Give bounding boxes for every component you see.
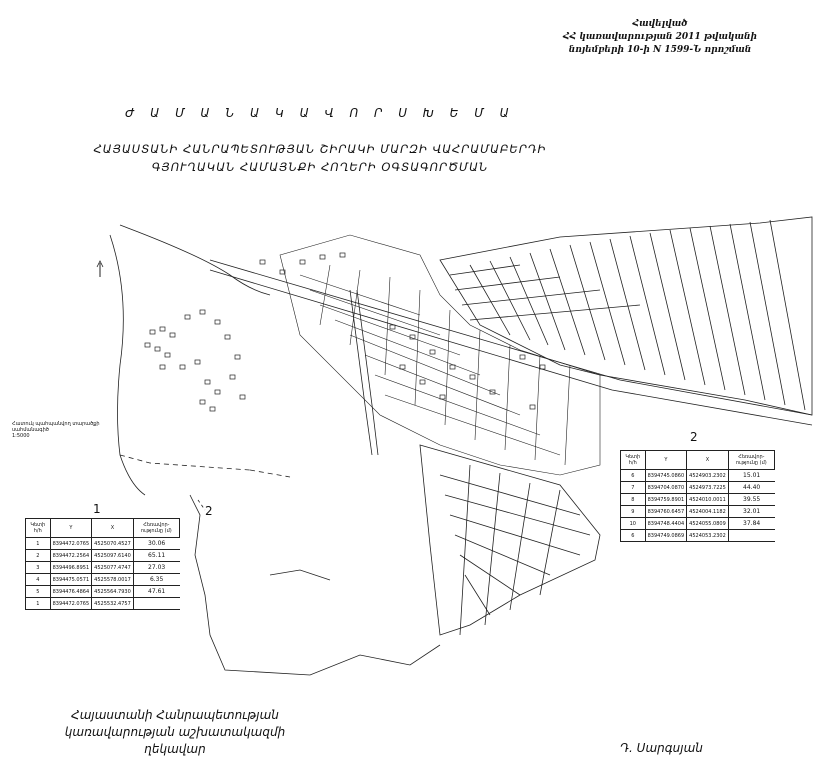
table-row bbox=[26, 586, 180, 598]
legend-line-2: սահմանագիծ bbox=[12, 427, 49, 433]
table-1-header-point: Կետի հ/հ bbox=[26, 519, 51, 538]
table-cell-y: 8394748.4404 bbox=[645, 518, 687, 530]
approval-line-3: նոյեմբերի 10-ի N 1599-Ն որոշման bbox=[568, 45, 752, 55]
table-cell-y: 8394704.0870 bbox=[645, 482, 687, 494]
table-cell-d: 65.11 bbox=[133, 550, 179, 562]
table-cell-x: 4524973.7225 bbox=[687, 482, 729, 494]
table-cell-d: 37.84 bbox=[728, 518, 774, 530]
table-cell-y: 8394759.8901 bbox=[645, 494, 687, 506]
table-cell-d: 27.03 bbox=[133, 562, 179, 574]
table-cell-n: 1 bbox=[26, 598, 51, 610]
table-cell-x: 4524053.2302 bbox=[687, 530, 729, 542]
table-cell-x: 4525097.6140 bbox=[92, 550, 134, 562]
legend-scale: 1:5000 bbox=[12, 433, 30, 439]
table-2-header-distance: Հեռավոր-ությունը (մ) bbox=[728, 451, 774, 470]
table-cell-d: 32.01 bbox=[728, 506, 774, 518]
approval-note bbox=[520, 18, 800, 57]
table-cell-x: 4524004.1182 bbox=[687, 506, 729, 518]
map-legend bbox=[12, 421, 100, 439]
table-cell-d: 15.01 bbox=[728, 470, 774, 482]
table-row bbox=[621, 530, 775, 542]
table-cell-n: 9 bbox=[621, 506, 646, 518]
table-row bbox=[621, 470, 775, 482]
table-cell-n: 10 bbox=[621, 518, 646, 530]
table-cell-y: 8394475.0571 bbox=[50, 574, 92, 586]
table-cell-d: 30.06 bbox=[133, 538, 179, 550]
table-row bbox=[621, 482, 775, 494]
table-2-header-point: Կետի հ/հ bbox=[621, 451, 646, 470]
cadastral-map bbox=[0, 215, 832, 680]
table-row bbox=[26, 598, 180, 610]
signature-line-2: կառավարության աշխատակազմի bbox=[64, 725, 286, 739]
signer-name: Դ. Սարգսյան bbox=[620, 741, 703, 755]
table-row bbox=[621, 494, 775, 506]
table-1-header-x: X bbox=[92, 519, 134, 538]
table-cell-y: 8394749.0869 bbox=[645, 530, 687, 542]
table-cell-x: 4525077.4747 bbox=[92, 562, 134, 574]
table-cell-y: 8394760.6457 bbox=[645, 506, 687, 518]
table-cell-x: 4524010.0011 bbox=[687, 494, 729, 506]
coordinates-table-2 bbox=[620, 450, 775, 542]
table-2-number: 2 bbox=[690, 430, 698, 444]
table-cell-n: 3 bbox=[26, 562, 51, 574]
table-row bbox=[621, 518, 775, 530]
table-row bbox=[26, 550, 180, 562]
table-cell-x: 4525578.0017 bbox=[92, 574, 134, 586]
table-row bbox=[621, 506, 775, 518]
table-cell-y: 8394472.2564 bbox=[50, 550, 92, 562]
table-cell-y: 8394745.0860 bbox=[645, 470, 687, 482]
table-cell-d: 6.35 bbox=[133, 574, 179, 586]
table-1-header-y: Y bbox=[50, 519, 92, 538]
table-cell-d: 47.61 bbox=[133, 586, 179, 598]
table-cell-n: 1 bbox=[26, 538, 51, 550]
table-cell-n: 5 bbox=[26, 586, 51, 598]
table-cell-n: 8 bbox=[621, 494, 646, 506]
table-cell-y: 8394472.0765 bbox=[50, 598, 92, 610]
table-cell-y: 8394496.8951 bbox=[50, 562, 92, 574]
table-cell-n: 4 bbox=[26, 574, 51, 586]
table-cell-n: 2 bbox=[26, 550, 51, 562]
table-2-header-x: X bbox=[687, 451, 729, 470]
table-cell-x: 4524903.2302 bbox=[687, 470, 729, 482]
table-row bbox=[26, 562, 180, 574]
document-title: Ժ Ա Մ Ա Ն Ա Կ Ա Վ Ո Ր Ս Խ Ե Մ Ա bbox=[125, 106, 515, 120]
coordinates-table-1 bbox=[25, 518, 180, 610]
table-2-header-y: Y bbox=[645, 451, 687, 470]
signature-line-3: ղեկավար bbox=[144, 742, 206, 756]
map-point-label: 2 bbox=[205, 504, 213, 518]
table-cell-d: 39.55 bbox=[728, 494, 774, 506]
document-subtitle-line-1: ՀԱՅԱՍՏԱՆԻ ՀԱՆՐԱՊԵՏՈՒԹՅԱՆ ՇԻՐԱԿԻ ՄԱՐԶԻ ՎԱՀՐԱՄԱԲԵՐԴԻ bbox=[93, 142, 547, 156]
approval-line-1: Հավելված bbox=[632, 19, 688, 29]
table-cell-y: 8394476.4864 bbox=[50, 586, 92, 598]
table-cell-d bbox=[728, 530, 774, 542]
document-subtitle-line-2: ԳՅՈՒՂԱԿԱՆ ՀԱՄԱՅՆՔԻ ՀՈՂԵՐԻ ՕԳՏԱԳՈՐԾՄԱՆ bbox=[151, 160, 489, 174]
table-cell-n: 6 bbox=[621, 530, 646, 542]
table-cell-x: 4525070.4527 bbox=[92, 538, 134, 550]
approval-line-2: ՀՀ կառավարության 2011 թվականի bbox=[563, 32, 757, 42]
table-cell-n: 6 bbox=[621, 470, 646, 482]
signature-line-1: Հայաստանի Հանրապետության bbox=[71, 708, 279, 722]
table-cell-x: 4525564.7930 bbox=[92, 586, 134, 598]
table-cell-d bbox=[133, 598, 179, 610]
table-cell-x: 4525532.4757 bbox=[92, 598, 134, 610]
table-cell-x: 4524055.0809 bbox=[687, 518, 729, 530]
table-cell-d: 44.40 bbox=[728, 482, 774, 494]
table-1-number: 1 bbox=[93, 502, 101, 516]
legend-line-1: Հատուկ պահպանվող տարածքի bbox=[12, 421, 100, 427]
signature-block bbox=[40, 707, 310, 758]
table-cell-y: 8394472.0765 bbox=[50, 538, 92, 550]
table-cell-n: 7 bbox=[621, 482, 646, 494]
table-row bbox=[26, 574, 180, 586]
table-row bbox=[26, 538, 180, 550]
table-1-header-distance: Հեռավոր-ությունը (մ) bbox=[133, 519, 179, 538]
